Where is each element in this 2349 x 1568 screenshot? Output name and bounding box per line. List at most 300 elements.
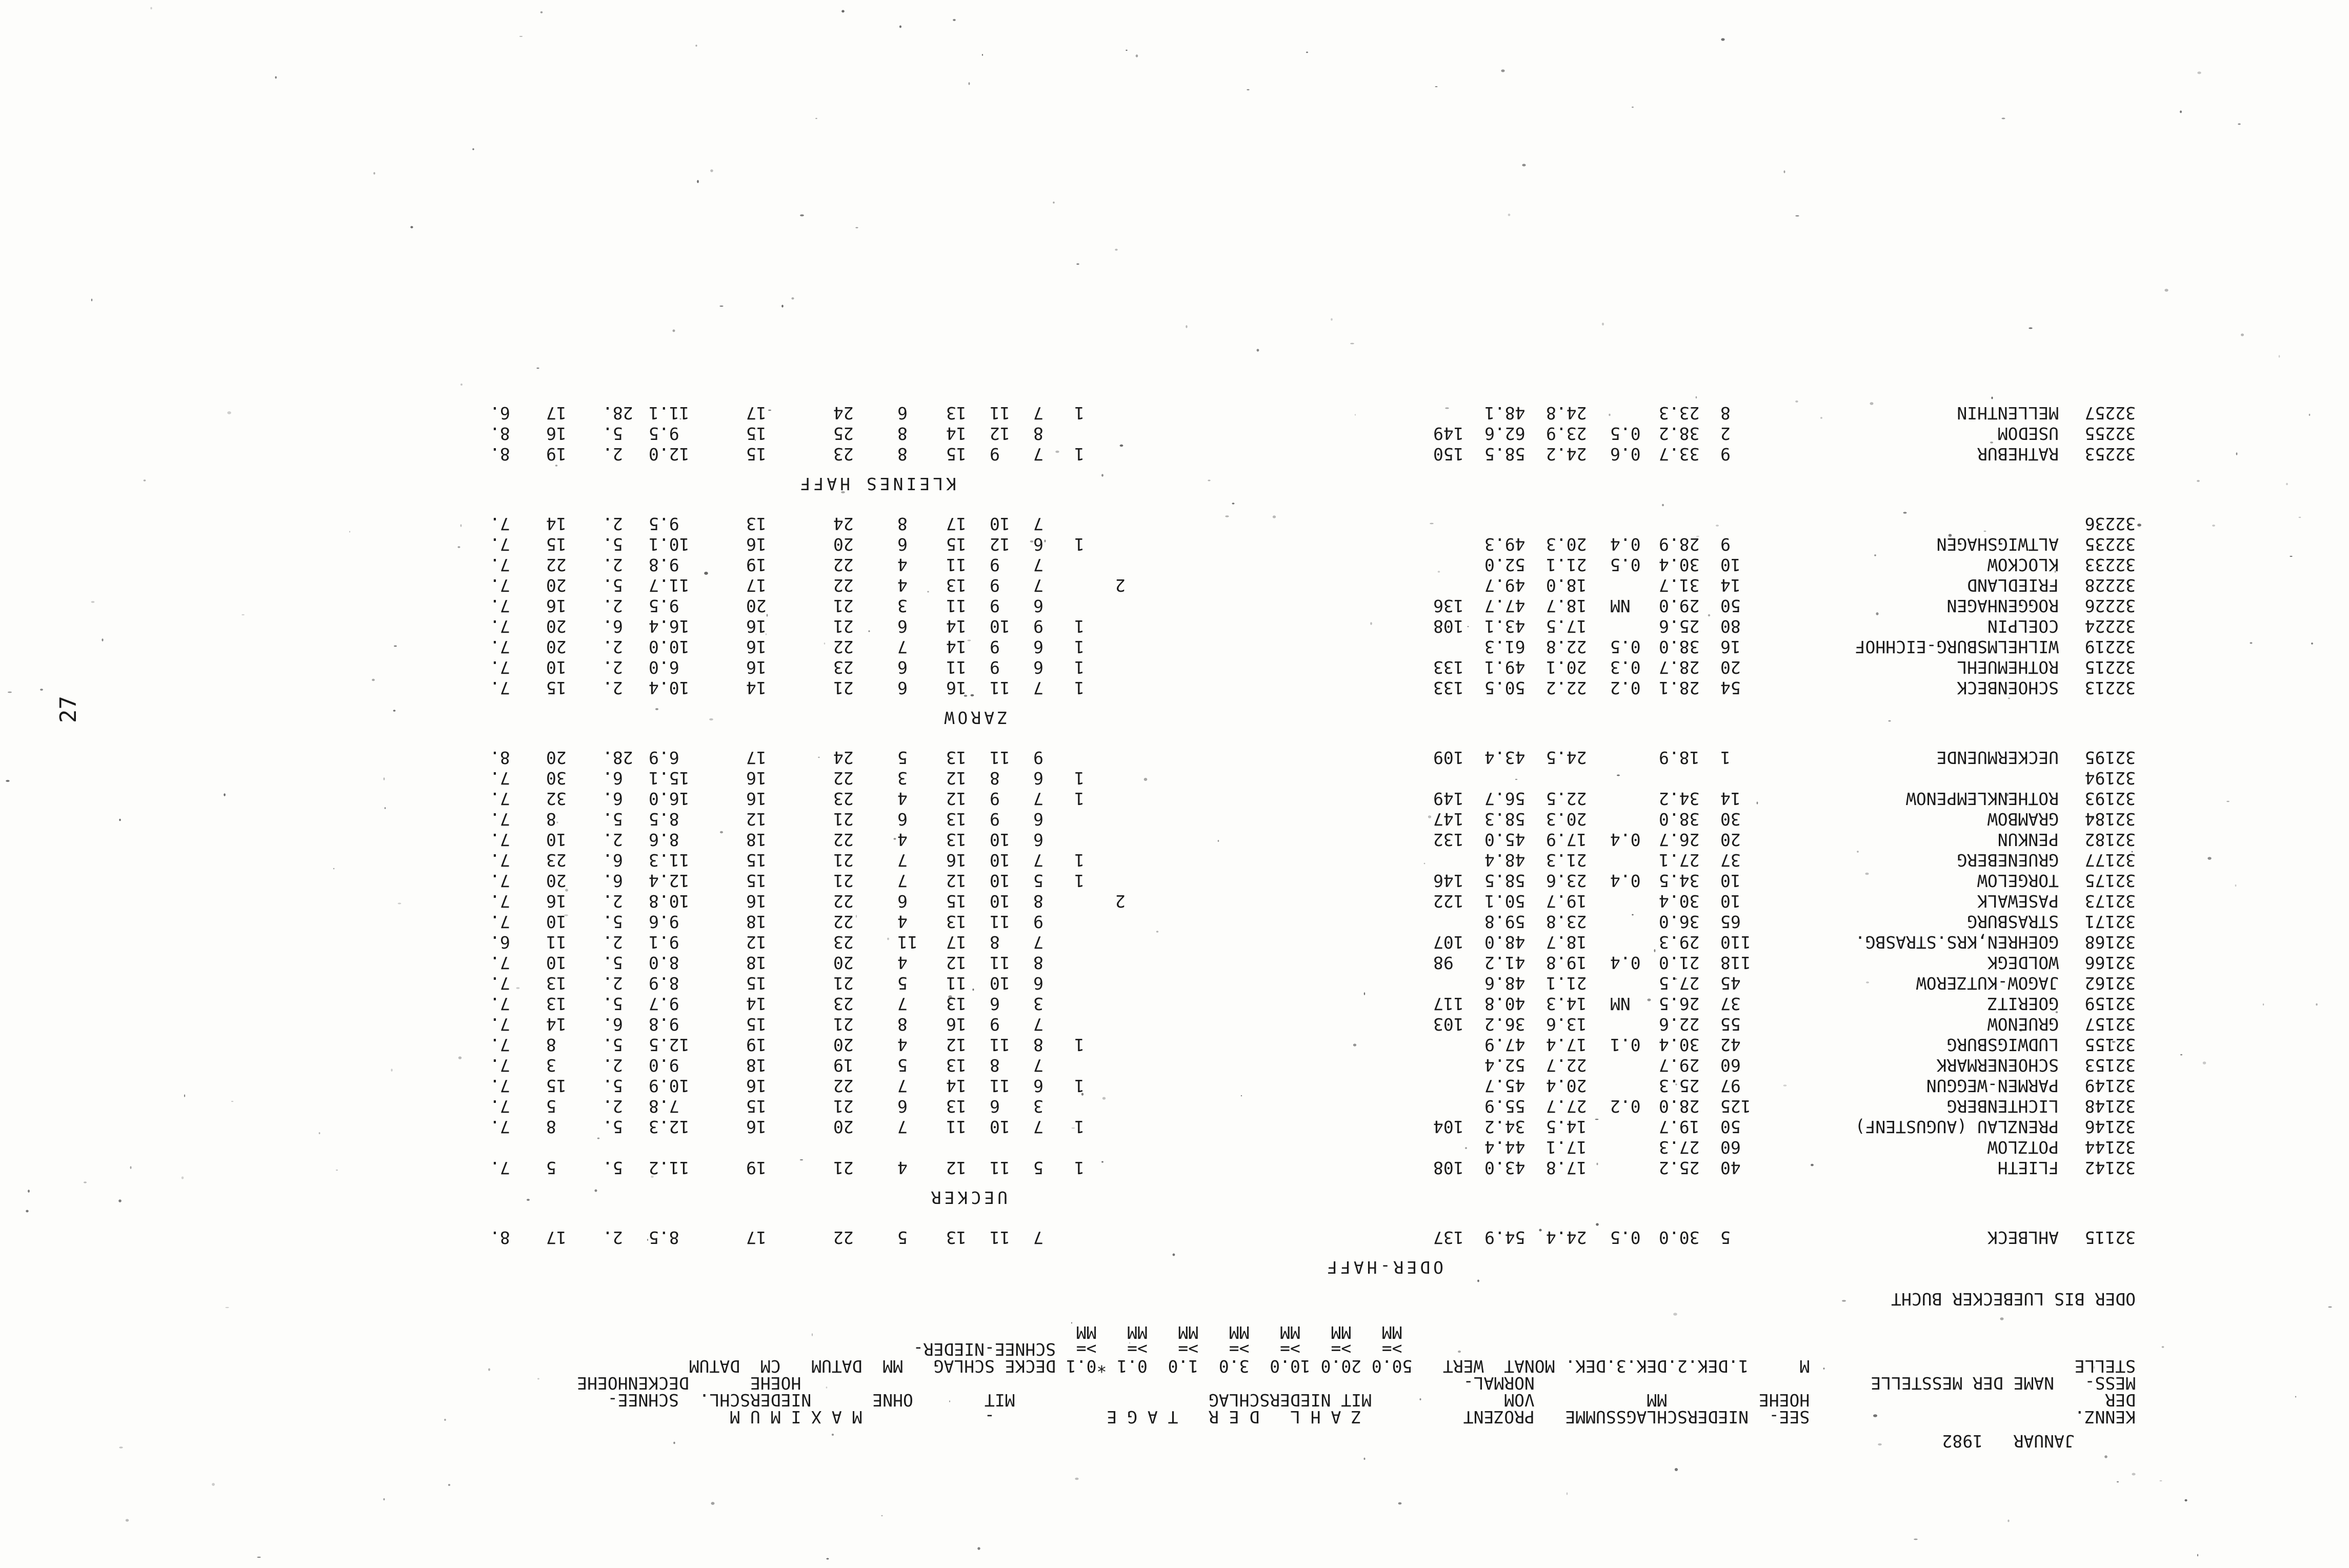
cell-lt: 4 — [897, 789, 908, 809]
speck — [826, 1558, 829, 1560]
cell-mon: 40.8 — [1484, 994, 1525, 1014]
speck — [1567, 1492, 1568, 1495]
cell-cdate: 7. — [490, 973, 510, 993]
cell-date: 5. — [603, 1076, 623, 1096]
cell-cdate: 6. — [490, 403, 510, 423]
cell-name: PARMEN-WEGGUN — [1926, 1076, 2059, 1096]
cell-lt: 4 — [897, 830, 908, 850]
speck — [2236, 452, 2238, 455]
cell-snow: 23 — [833, 789, 854, 809]
cell-id: 32148 — [2084, 1096, 2136, 1116]
cell-lt: 4 — [897, 953, 908, 973]
cell-nsn: 15 — [746, 1096, 767, 1116]
cell-pct: 150 — [1433, 444, 1464, 464]
cell-pct: 117 — [1433, 994, 1464, 1014]
cell-date: 2. — [603, 444, 623, 464]
cell-d1: 29.3 — [1659, 932, 1700, 952]
cell-date: 6. — [603, 850, 623, 870]
table-row — [228, 971, 2136, 992]
cell-cdate: 7. — [490, 871, 510, 891]
cell-nsn: 16 — [746, 1117, 767, 1137]
cell-d1: 19.7 — [1659, 1117, 1700, 1137]
cell-pct: 136 — [1433, 596, 1464, 616]
speck — [2279, 355, 2280, 358]
cell-d2: 0.4 — [1610, 830, 1641, 850]
cell-nsn: 15 — [746, 871, 767, 891]
cell-date: 5. — [603, 575, 623, 595]
cell-lt: 6 — [897, 1096, 908, 1116]
speck — [2311, 642, 2313, 645]
cell-h: 80 — [1720, 616, 1741, 636]
cell-cdate: 6. — [490, 932, 510, 952]
cell-d2: NM — [1610, 994, 1631, 1014]
speck — [2184, 1499, 2187, 1501]
cell-lt: 5 — [897, 973, 908, 993]
cell-cm: 15 — [546, 534, 567, 554]
cell-n3: 7 — [1033, 1014, 1043, 1034]
speck — [1675, 1468, 1678, 1471]
cell-n3: 7 — [1033, 444, 1043, 464]
cell-d3: 24.4 — [1546, 1228, 1587, 1248]
cell-mon: 52.4 — [1484, 1055, 1525, 1075]
cell-lt: 7 — [897, 871, 908, 891]
speck — [2180, 1054, 2182, 1056]
cell-cm: 17 — [546, 1228, 567, 1248]
cell-nsn: 16 — [746, 1076, 767, 1096]
cell-id: 32215 — [2084, 657, 2136, 677]
speck — [184, 1094, 185, 1097]
cell-d3: 17.9 — [1546, 830, 1587, 850]
speck — [40, 689, 43, 691]
cell-snow: 24 — [833, 748, 854, 768]
cell-snow: 22 — [833, 891, 854, 911]
cell-id: 32175 — [2084, 871, 2136, 891]
cell-mm: 12.5 — [649, 1035, 690, 1055]
cell-name: ROTHEMUEHL — [1957, 657, 2059, 677]
cell-d1: 28.0 — [1659, 1096, 1700, 1116]
speck — [1126, 50, 1127, 51]
cell-lt: 4 — [897, 912, 908, 932]
cell-id: 32153 — [2084, 1055, 2136, 1075]
cell-id: 32177 — [2084, 850, 2136, 870]
cell-n3: 8 — [1033, 424, 1043, 444]
header-line-6: MM MM MM MM MM MM MM — [1076, 1322, 2136, 1342]
cell-id: 32144 — [2084, 1137, 2136, 1157]
cell-id: 32235 — [2084, 534, 2136, 554]
cell-name: WOLDEGK — [1987, 953, 2059, 973]
cell-name: FRIEDLAND — [1967, 575, 2059, 595]
speck — [2250, 642, 2253, 644]
cell-mm: 12.4 — [649, 871, 690, 891]
cell-d3: 24.8 — [1546, 403, 1587, 423]
cell-cm: 20 — [546, 748, 567, 768]
cell-n3: 6 — [1033, 809, 1043, 829]
cell-d3: 17.8 — [1546, 1158, 1587, 1178]
cell-n01: 11 — [946, 596, 967, 616]
cell-n01: 13 — [946, 575, 967, 595]
table-row — [228, 1074, 2136, 1094]
cell-pct: 108 — [1433, 1158, 1464, 1178]
cell-mon: 45.7 — [1484, 1076, 1525, 1096]
month: JANUAR — [2013, 1431, 2075, 1451]
speck — [373, 172, 375, 175]
cell-mon: 49.1 — [1484, 657, 1525, 677]
cell-n01: 11 — [946, 973, 967, 993]
cell-date: 2. — [603, 555, 623, 575]
cell-n01: 12 — [946, 1035, 967, 1055]
speck — [1522, 164, 1525, 167]
cell-d1: 29.0 — [1659, 596, 1700, 616]
cell-mm: 9.6 — [649, 912, 679, 932]
cell-mm: 11.3 — [649, 850, 690, 870]
cell-n1: 11 — [990, 953, 1010, 973]
cell-cdate: 7. — [490, 850, 510, 870]
cell-date: 2. — [603, 596, 623, 616]
cell-nsn: 15 — [746, 1014, 767, 1034]
cell-date: 6. — [603, 871, 623, 891]
cell-cdate: 7. — [490, 678, 510, 698]
cell-n01: 13 — [946, 403, 967, 423]
speck — [540, 11, 543, 13]
cell-d1: 30.0 — [1659, 1228, 1700, 1248]
speck — [102, 638, 103, 641]
cell-n3: 8 — [1033, 953, 1043, 973]
speck — [91, 299, 92, 301]
speck — [1053, 202, 1054, 204]
speck — [2180, 111, 2182, 113]
cell-n01: 17 — [946, 514, 967, 534]
cell-d2: 0.5 — [1610, 1228, 1641, 1248]
cell-h: 50 — [1720, 596, 1741, 616]
cell-name: WILHELMSBURG-EICHHOF — [1855, 637, 2059, 657]
cell-lt: 5 — [897, 748, 908, 768]
cell-mm: 11.1 — [649, 403, 690, 423]
cell-h: 20 — [1720, 657, 1741, 677]
cell-d1: 22.6 — [1659, 1014, 1700, 1034]
cell-n3: 9 — [1033, 616, 1043, 636]
cell-d3: 21.1 — [1546, 973, 1587, 993]
cell-h: 30 — [1720, 809, 1741, 829]
cell-name: MELLENTHIN — [1957, 403, 2059, 423]
table-row — [228, 553, 2136, 573]
cell-mm: 11.7 — [649, 575, 690, 595]
cell-pct: 107 — [1433, 932, 1464, 952]
table-row — [228, 746, 2136, 766]
speck — [224, 793, 226, 796]
cell-n10: 1 — [1074, 1035, 1085, 1055]
cell-cdate: 7. — [490, 994, 510, 1014]
cell-n01: 15 — [946, 534, 967, 554]
cell-name: LICHTENBERG — [1946, 1096, 2059, 1116]
cell-d3: 22.7 — [1546, 1055, 1587, 1075]
cell-n1: 10 — [990, 830, 1010, 850]
cell-mm: 9.8 — [649, 555, 679, 575]
cell-h: 50 — [1720, 1117, 1741, 1137]
cell-snow: 25 — [833, 424, 854, 444]
cell-cm: 14 — [546, 514, 567, 534]
cell-mm: 10.1 — [649, 534, 690, 554]
cell-n10: 1 — [1074, 1117, 1085, 1137]
cell-h: 20 — [1720, 830, 1741, 850]
cell-h: 54 — [1720, 678, 1741, 698]
cell-nsn: 14 — [746, 678, 767, 698]
cell-mon: 48.6 — [1484, 973, 1525, 993]
cell-n1: 8 — [990, 932, 1000, 952]
cell-h: 40 — [1720, 1158, 1741, 1178]
cell-cdate: 7. — [490, 534, 510, 554]
speck — [2137, 524, 2141, 527]
cell-n3: 5 — [1033, 871, 1043, 891]
cell-d3: 23.8 — [1546, 912, 1587, 932]
cell-date: 5. — [603, 1117, 623, 1137]
cell-cdate: 7. — [490, 616, 510, 636]
cell-cdate: 7. — [490, 637, 510, 657]
cell-mon: 43.0 — [1484, 1158, 1525, 1178]
speck — [28, 1190, 30, 1193]
cell-h: 8 — [1720, 403, 1731, 423]
cell-n1: 9 — [990, 809, 1000, 829]
speck — [711, 1502, 715, 1505]
cell-n01: 16 — [946, 1014, 967, 1034]
cell-mm: 6.0 — [649, 657, 679, 677]
cell-n3: 3 — [1033, 994, 1043, 1014]
cell-n1: 9 — [990, 575, 1000, 595]
year: 1982 — [1942, 1431, 1983, 1451]
cell-mm: 10.4 — [649, 678, 690, 698]
cell-id: 32257 — [2084, 403, 2136, 423]
cell-mon: 47.9 — [1484, 1035, 1525, 1055]
cell-date: 28. — [603, 403, 633, 423]
cell-n1: 9 — [990, 555, 1000, 575]
speck — [1136, 54, 1138, 57]
cell-id: 32159 — [2084, 994, 2136, 1014]
cell-date: 2. — [603, 973, 623, 993]
cell-n3: 9 — [1033, 748, 1043, 768]
cell-date: 2. — [603, 1096, 623, 1116]
cell-nsn: 18 — [746, 1055, 767, 1075]
cell-pct: 122 — [1433, 891, 1464, 911]
cell-n20: 2 — [1115, 891, 1126, 911]
cell-d3: 20.1 — [1546, 657, 1587, 677]
cell-d2: 0.5 — [1610, 424, 1641, 444]
cell-pct: 147 — [1433, 809, 1464, 829]
cell-cdate: 8. — [490, 424, 510, 444]
cell-cm: 8 — [546, 809, 556, 829]
cell-cdate: 8. — [490, 748, 510, 768]
cell-id: 32236 — [2084, 514, 2136, 534]
cell-mm: 11.2 — [649, 1158, 690, 1178]
cell-cdate: 7. — [490, 891, 510, 911]
cell-d2: 0.4 — [1610, 953, 1641, 973]
speck — [2263, 1003, 2264, 1006]
cell-h: 14 — [1720, 789, 1741, 809]
speck — [130, 1166, 132, 1169]
cell-mm: 8.6 — [649, 830, 679, 850]
cell-n3: 6 — [1033, 768, 1043, 788]
cell-n10: 1 — [1074, 403, 1085, 423]
cell-d1: 38.2 — [1659, 424, 1700, 444]
cell-nsn: 20 — [746, 596, 767, 616]
table-row — [228, 421, 2136, 442]
cell-h: 97 — [1720, 1076, 1741, 1096]
cell-id: 32162 — [2084, 973, 2136, 993]
cell-n3: 5 — [1033, 1158, 1043, 1178]
speck — [150, 7, 152, 10]
cell-d1: 21.0 — [1659, 953, 1700, 973]
speck — [2197, 1554, 2198, 1557]
cell-mon: 58.5 — [1484, 444, 1525, 464]
speck — [1914, 1539, 1918, 1540]
speck — [257, 1557, 261, 1558]
cell-n01: 11 — [946, 555, 967, 575]
cell-nsn: 12 — [746, 932, 767, 952]
cell-id: 32224 — [2084, 616, 2136, 636]
cell-lt: 6 — [897, 534, 908, 554]
cell-cdate: 7. — [490, 596, 510, 616]
cell-cdate: 7. — [490, 1055, 510, 1075]
cell-snow: 22 — [833, 912, 854, 932]
cell-mon: 34.2 — [1484, 1117, 1525, 1137]
cell-d3: 18.0 — [1546, 575, 1587, 595]
cell-d1: 25.6 — [1659, 616, 1700, 636]
cell-mm: 8.5 — [649, 1228, 679, 1248]
cell-name: ALTWIGSHAGEN — [1936, 534, 2059, 554]
cell-nsn: 18 — [746, 830, 767, 850]
cell-cm: 10 — [546, 830, 567, 850]
speck — [2241, 333, 2244, 336]
cell-name: GRAMBOW — [1987, 809, 2059, 829]
table-row — [228, 807, 2136, 828]
cell-mon: 58.3 — [1484, 809, 1525, 829]
cell-snow: 21 — [833, 871, 854, 891]
cell-n1: 11 — [990, 1228, 1010, 1248]
cell-cdate: 7. — [490, 555, 510, 575]
cell-date: 6. — [603, 789, 623, 809]
cell-n3: 8 — [1033, 1035, 1043, 1055]
cell-snow: 22 — [833, 768, 854, 788]
cell-snow: 22 — [833, 830, 854, 850]
cell-n3: 8 — [1033, 891, 1043, 911]
cell-h: 10 — [1720, 891, 1741, 911]
section-title: ZAROW — [941, 708, 1008, 728]
cell-n01: 14 — [946, 424, 967, 444]
cell-cdate: 7. — [490, 575, 510, 595]
cell-n01: 12 — [946, 953, 967, 973]
cell-h: 16 — [1720, 637, 1741, 657]
table-row — [228, 614, 2136, 635]
header-line-2: DER HOEHE MM VOM MIT NIEDERSCHLAG MIT OHNE NIEDERSCHL. SCHNEE- — [607, 1390, 2136, 1410]
speck — [8, 692, 12, 693]
table-row — [228, 594, 2136, 614]
cell-cdate: 8. — [490, 1228, 510, 1248]
cell-nsn: 16 — [746, 637, 767, 657]
cell-n10: 1 — [1074, 444, 1085, 464]
cell-n3: 7 — [1033, 1117, 1043, 1137]
cell-lt: 5 — [897, 1228, 908, 1248]
cell-cm: 8 — [546, 1035, 556, 1055]
cell-mon: 44.4 — [1484, 1137, 1525, 1157]
cell-n01: 12 — [946, 768, 967, 788]
cell-lt: 4 — [897, 1035, 908, 1055]
cell-lt: 3 — [897, 768, 908, 788]
cell-cm: 16 — [546, 891, 567, 911]
cell-d1: 27.5 — [1659, 973, 1700, 993]
cell-mon: 50.5 — [1484, 678, 1525, 698]
cell-n3: 7 — [1033, 1055, 1043, 1075]
cell-n3: 7 — [1033, 789, 1043, 809]
cell-mm: 10.8 — [649, 891, 690, 911]
cell-cm: 20 — [546, 575, 567, 595]
cell-nsn: 18 — [746, 912, 767, 932]
cell-n1: 10 — [990, 973, 1010, 993]
cell-lt: 7 — [897, 994, 908, 1014]
cell-nsn: 17 — [746, 748, 767, 768]
cell-d3: 19.8 — [1546, 953, 1587, 973]
cell-pct: 104 — [1433, 1117, 1464, 1137]
cell-d1: 28.1 — [1659, 678, 1700, 698]
cell-h: 9 — [1720, 444, 1731, 464]
cell-d3: 23.9 — [1546, 424, 1587, 444]
cell-mon: 54.9 — [1484, 1228, 1525, 1248]
speck — [6, 780, 9, 782]
cell-snow: 21 — [833, 596, 854, 616]
cell-snow: 19 — [833, 1055, 854, 1075]
cell-date: 2. — [603, 932, 623, 952]
cell-name: USEDOM — [1997, 424, 2059, 444]
cell-n01: 16 — [946, 850, 967, 870]
cell-n3: 6 — [1033, 637, 1043, 657]
cell-h: 5 — [1720, 1228, 1731, 1248]
cell-n1: 11 — [990, 912, 1010, 932]
cell-cm: 15 — [546, 1076, 567, 1096]
cell-mm: 7.8 — [649, 1096, 679, 1116]
cell-nsn: 16 — [746, 657, 767, 677]
cell-id: 32228 — [2084, 575, 2136, 595]
cell-pct: 149 — [1433, 424, 1464, 444]
cell-snow: 21 — [833, 1014, 854, 1034]
speck — [1435, 86, 1438, 87]
cell-n01: 14 — [946, 637, 967, 657]
cell-name: LUDWIGSBURG — [1946, 1035, 2059, 1055]
cell-id: 32142 — [2084, 1158, 2136, 1178]
cell-d3: 22.5 — [1546, 789, 1587, 809]
cell-n1: 9 — [990, 1014, 1000, 1034]
cell-d1: 26.5 — [1659, 994, 1700, 1014]
cell-id: 32171 — [2084, 912, 2136, 932]
speck — [1784, 170, 1785, 173]
table-row — [228, 676, 2136, 696]
cell-mon: 41.2 — [1484, 953, 1525, 973]
cell-date: 6. — [603, 616, 623, 636]
cell-d3: 21.3 — [1546, 850, 1587, 870]
cell-pct: 146 — [1433, 871, 1464, 891]
cell-mm: 12.3 — [649, 1117, 690, 1137]
table-row — [228, 889, 2136, 910]
cell-id: 32255 — [2084, 424, 2136, 444]
cell-cm: 8 — [546, 1117, 556, 1137]
cell-lt: 6 — [897, 891, 908, 911]
speck — [1306, 52, 1308, 53]
page-number: 27 — [55, 696, 82, 723]
cell-pct: 108 — [1433, 616, 1464, 636]
cell-lt: 7 — [897, 1117, 908, 1137]
speck — [969, 82, 970, 85]
cell-d1: 30.4 — [1659, 1035, 1700, 1055]
cell-lt: 6 — [897, 657, 908, 677]
cell-d2: 0.2 — [1610, 678, 1641, 698]
cell-n01: 13 — [946, 1228, 967, 1248]
cell-n1: 9 — [990, 444, 1000, 464]
